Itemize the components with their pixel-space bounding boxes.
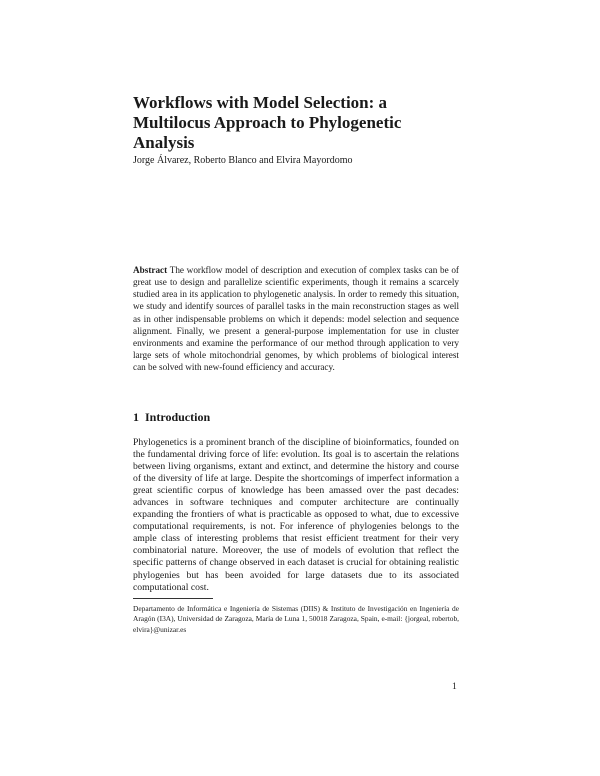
- section-number: 1: [133, 410, 139, 424]
- abstract-label: Abstract: [133, 265, 168, 275]
- section-title: Introduction: [145, 410, 211, 424]
- paper-title: Workflows with Model Selection: a Multilocus Approach to Phylogenetic Analysis: [133, 93, 402, 152]
- affiliation-footnote: Departamento de Informática e Ingeniería de Sistemas (DIIS) & Instituto de Investigación en Ingeniería de Aragón (I3A), Universidad de Zaragoza, María de Luna 1, 50018 Zaragoza, Spain, e-mail: {jorgeal, robertob, elvira}@unizar.es: [133, 604, 459, 634]
- introduction-paragraph: Phylogenetics is a prominent branch of the discipline of bioinformatics, founded on the fundamental driving force of life: evolution. Its goal is to ascertain the relations between living organisms, extant and extinct, and determine the history and course of the diversity of life at large. Despite the shortcomings of imperfect information a great scientific corpus of knowledge has been amassed over the past decades: advances in software techniques and computer architecture are continually expanding the frontiers of what is practicable as opposed to what, due to excessive computational requirements, is not. For inference of phylogenies belongs to the ample class of interesting problems that resist efficient treatment for their very combinatorial nature. Moreover, the use of models of evolution that reflect the specific patterns of change observed in each dataset is crucial for obtaining realistic phylogenies but has been avoided for large datasets due to its associated computational cost.: [133, 437, 459, 593]
- page-number: 1: [452, 682, 457, 692]
- abstract-text: The workflow model of description and execution of complex tasks can be of great use to design and parallelize scientific experiments, though it remains a scarcely studied area in its application to phylogenetic analysis. In order to remedy this situation, we study and identify sources of parallel tasks in the main reconstruction stages as well as in other indispensable problems on which it depends: model selection and sequence alignment. Finally, we present a general-purpose implementation for use in cluster environments and examine the performance of our method through application to very large sets of whole mitochondrial genomes, by which problems of biological interest can be solved with new-found efficiency and accuracy.: [133, 265, 459, 373]
- abstract: [133, 264, 459, 373]
- footnote-divider: [133, 598, 213, 599]
- section-heading: [133, 410, 459, 424]
- author-list: Jorge Álvarez, Roberto Blanco and Elvira Mayordomo: [133, 155, 353, 166]
